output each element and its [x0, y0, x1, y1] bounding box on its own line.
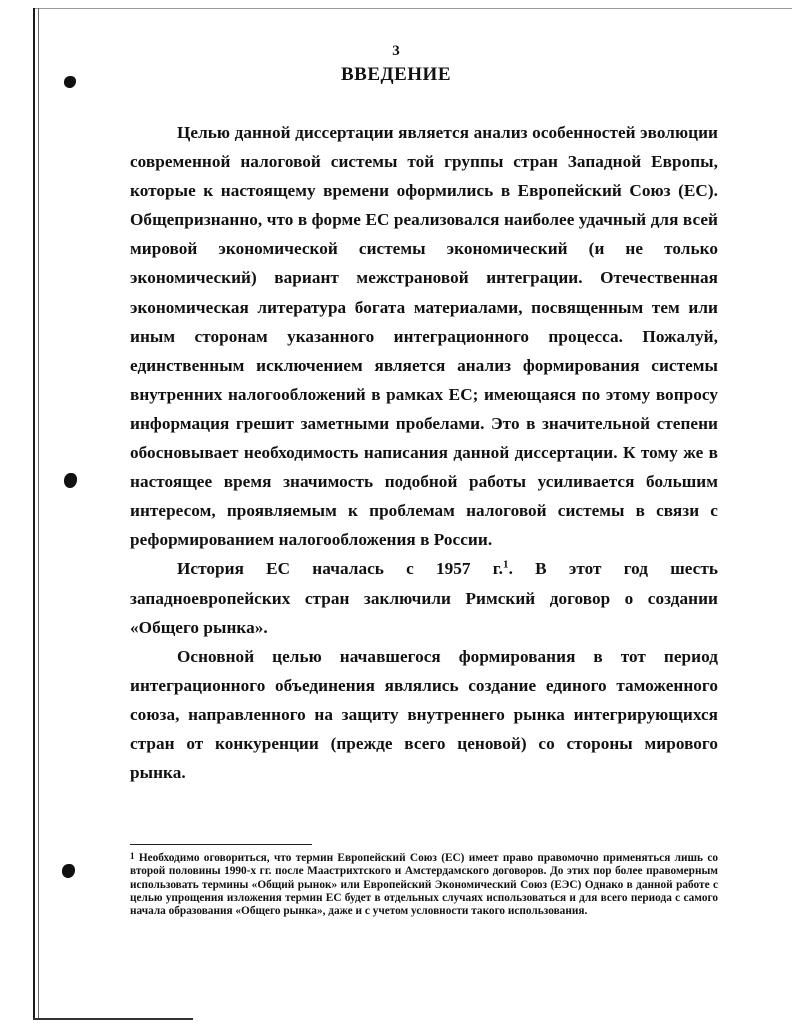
paragraph-history-start: История ЕС началась с 1957 г. [177, 559, 504, 579]
paragraph-goal: Основной целью начавшегося формирования в тот период интеграционного объединения являлись создание единого таможенного союза, направленного на защиту внутреннего рынка интегрирующихся стран от конкуренции (прежде всего ценовой) со стороны мирового рынка. [130, 646, 718, 783]
scan-binding-edge [33, 8, 35, 1020]
footnote-reference: 1 [503, 558, 509, 571]
body-text [130, 118, 718, 787]
footnote-mark: 1 [130, 851, 135, 861]
footnote [130, 850, 718, 918]
paragraph-history [130, 554, 718, 641]
scan-bottom-mark [33, 1018, 193, 1020]
punch-hole-mark [62, 864, 75, 878]
footnote-divider [130, 844, 312, 845]
paragraph-intro: Целью данной диссертации является анализ особенностей эволюции современной налоговой системы той группы стран Западной Европы, которые к настоящему времени оформились в Европейский Союз (ЕС). Общепризнанно, что в форме ЕС реализовался наиболее удачный для всей мировой экономической системы экономический (и не только экономический) вариант межстрановой интеграции. Отечественная экономическая литература богата материалами, посвященным тем или иным сторонам указанного интеграционного процесса. Пожалуй, единственным исключением является анализ формирования системы внутренних налогообложений в рамках ЕС; имеющаяся по этому вопросу информация грешит заметными пробелами. Это в значительной степени обосновывает необходимость написания данной диссертации. К тому же в настоящее время значимость подобной работы усиливается большим интересом, проявляемым к проблемам налоговой системы в связи с реформированием налогообложения в России. [130, 123, 718, 550]
page-number: 3 [392, 43, 400, 59]
footnote-text: Необходимо оговориться, что термин Европейский Союз (ЕС) имеет право правомочно применяться лишь со второй половины 1990-х гг. после Маастрихтского и Амстердамского договоров. До этих пор более правомерным использовать термины «Общий рынок» или Европейский Экономический Союз (ЕЭС) Однако в данной работе с целью упрощения изложения термин ЕС будет в отдельных случаях использоваться и для всего периода с самого начала образования «Общего рынка», даже и с учетом условности такого использования. [130, 852, 718, 918]
page-title: ВВЕДЕНИЕ [341, 64, 451, 85]
paragraph-history-end: . В этот год шесть западноевропейских стран заключили Римский договор о создании «Общего рынка». [130, 559, 718, 637]
punch-hole-mark [64, 473, 77, 488]
scan-binding-edge-inner [38, 8, 39, 1020]
scan-top-edge [33, 8, 792, 9]
